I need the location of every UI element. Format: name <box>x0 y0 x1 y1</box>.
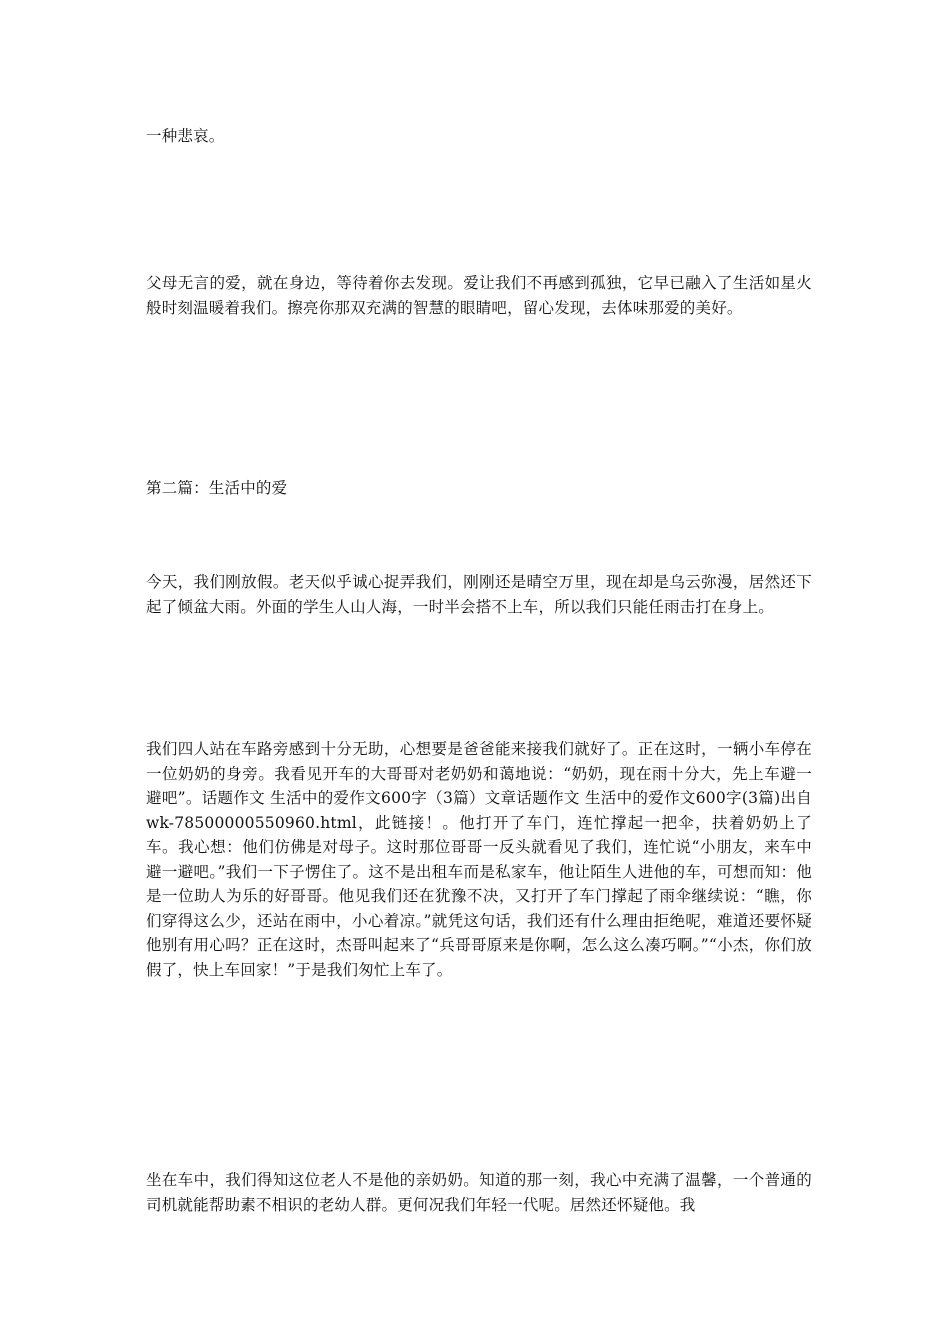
paragraph-roadside-help: 我们四人站在车路旁感到十分无助，心想要是爸爸能来接我们就好了。正在这时，一辆小车停在一位奶奶的身旁。我看见开车的大哥哥对老奶奶和蔼地说：“奶奶，现在雨十分大，先上车避一避吧”。话题作文 生活中的爱作文600字（3篇）文章话题作文 生活中的爱作文600字(3篇)出自wk-78500000550960.html，此链接！。他打开了车门，连忙撑起一把伞，扶着奶奶上了车。我心想：他们仿佛是对母子。这时那位哥哥一反头就看见了我们，连忙说“小朋友，来车中避一避吧。”我们一下子愣住了。这不是出租车而是私家车，他让陌生人进他的车，可想而知：他是一位助人为乐的好哥哥。他见我们还在犹豫不决，又打开了车门撑起了雨伞继续说：“瞧，你们穿得这么少，还站在雨中，小心着凉。”就凭这句话，我们还有什么理由拒绝呢，难道还要怀疑他别有用心吗？正在这时，杰哥叫起来了“兵哥哥原来是你啊，怎么这么凑巧啊。”“小杰，你们放假了，快上车回家！”于是我们匆忙上车了。 <box>146 740 812 979</box>
paragraph-rainy-day: 今天，我们刚放假。老天似乎诚心捉弄我们，刚刚还是晴空万里，现在却是乌云弥漫，居然还下起了倾盆大雨。外面的学生人山人海，一时半会搭不上车，所以我们只能任雨击打在身上。 <box>146 573 812 616</box>
paragraph-closing-line: 一种悲哀。 <box>146 127 225 145</box>
section-heading: 第二篇：生活中的爱 <box>146 479 288 497</box>
paragraph-parents-love: 父母无言的爱，就在身边，等待着你去发现。爱让我们不再感到孤独，它早已融入了生活如星火般时刻温暖着我们。擦亮你那双充满的智慧的眼睛吧，留心发现，去体味那爱的美好。 <box>146 274 812 317</box>
paragraph-in-the-car: 坐在车中，我们得知这位老人不是他的亲奶奶。知道的那一刻，我心中充满了温馨，一个普通的司机就能帮助素不相识的老幼人群。更何况我们年轻一代呢。居然还怀疑他。我 <box>146 1171 812 1214</box>
